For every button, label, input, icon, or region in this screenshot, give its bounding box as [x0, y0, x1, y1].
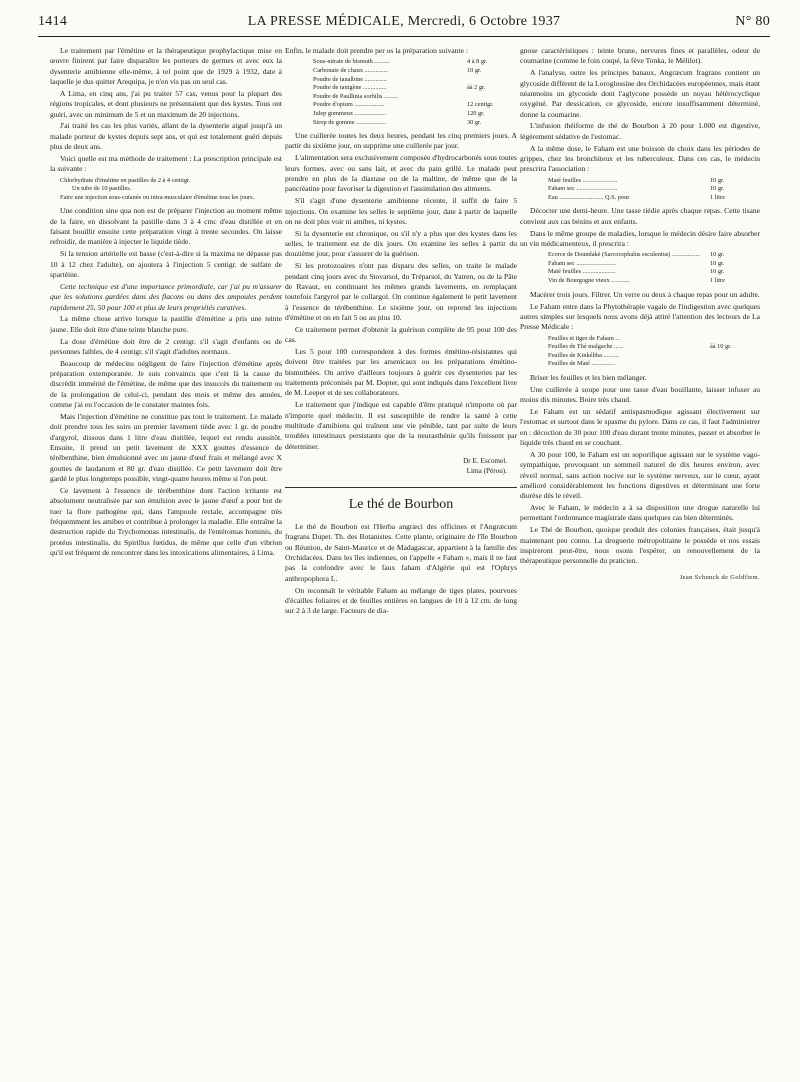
journal-title: LA PRESSE MÉDICALE, Mercredi, 6 Octobre 1937	[247, 14, 561, 29]
paragraph: Macérer trois jours. Filtrer. Un verre ou deux à chaque repas pour un adulte.	[530, 289, 760, 299]
signature	[285, 456, 507, 477]
prescription-line: Faire une injection sous-cutanée ou intra-musculaire d'émétine tous les jours.	[60, 193, 255, 201]
paragraph: Si la tension artérielle est basse (c'est-à-dire si la maxima ne dépasse pas 10 à 12 chez l'adulte), on ajoutera à l'injection 5 centigr. de sulfate de spartéine.	[50, 249, 282, 279]
rx-qty	[710, 360, 754, 369]
prescription-row	[548, 335, 754, 344]
prescription-row	[548, 343, 754, 352]
paragraph: A la même dose, le Faham est une boisson de choix dans les périodes de grippes, chez les bronchiteux et les tuberculeux. Dans ces cas, le médecin prescrira l'association :	[520, 143, 760, 174]
prescription-row	[548, 277, 754, 286]
paragraph: Mais l'injection d'émétine ne constitue pas tout le traitement. Le malade doit prendre tous les soirs un premier lavement tiède avec 1 gr. de poudre d'argyrol, dissous dans 1 litre d'eau distillée, lequel est rendu aussitôt. Ensuite, il prend un petit lavement de XXX gouttes d'essence de térébenthine, bien émulsionné avec un jaune d'œuf frais et mélangé avec X gouttes de laudanum et 80 gr. d'eau distillée. Ce petit lavement doit être gardé le plus longtemps possible, vingt-quatre heures même si l'on peut.	[50, 411, 282, 483]
signature-name: Dr E. Escomel.	[463, 456, 507, 465]
prescription-row	[313, 119, 511, 128]
paragraph: Le traitement que j'indique est capable d'être pratiqué n'importe où par n'importe quel médecin. Il est susceptible de rendre la santé à cette multitude d'amibiens qui traînent une vie pénible, tant par suite de leurs troubles intestinaux persistants que de la neurasthénie qu'ils finissent par déterminer.	[285, 400, 517, 451]
paragraph: J'ai traité les cas les plus variés, allant de la dysenterie aiguë jusqu'à un malade porteur de kystes depuis sept ans, et qui est totalement guéri depuis plus de deux ans.	[50, 121, 282, 152]
rx-item: Feuilles de Thé malgache ......	[548, 343, 624, 351]
rx-item: Julep gommeux ....................	[313, 109, 387, 117]
signature-place: Lima (Pérou).	[466, 467, 507, 476]
prescription-row	[548, 352, 754, 361]
rx-qty	[710, 335, 754, 344]
paragraph: Beaucoup de médecins négligent de faire l'injection d'émétine après préparation extemporanée. Je suis convaincu que c'est là la cause du discrédit immérité de l'émétine, de même que des insuccès du traitement ou de la prolongation de celui-ci, pendant des mois et même des années, comme j'ai eu l'occasion de le constater maintes fois.	[50, 358, 282, 410]
rx-qty: àà 2 gr.	[467, 84, 486, 92]
rx-qty	[467, 93, 511, 102]
rx-item: Faham sec .........................	[548, 259, 616, 267]
paragraph: A l'analyse, outre les principes banaux, Angræcum fragrans contient un glycoside différent de la Loroglossine des Orchidacées européennes, mais étant néanmoins un glycoside dont l'aglycone possède un noyau hétérocyclique oxygéné. Par dessication, ce glycoside, encore insuffisamment déterminé, donne la coumarine.	[520, 68, 760, 119]
rx-item: Carbonate de chaux ...............	[313, 66, 389, 74]
paragraph: Briser les feuilles et les bien mélanger.	[530, 372, 647, 382]
prescription-wine	[530, 251, 760, 285]
rx-item: Sirop de gomme ...................	[313, 118, 387, 126]
paragraph: Si la dysenterie est chronique, ou s'il n'y a plus que des kystes dans les selles, le traitement est de dix jours. On examine les selles à partir du douzième jour, pour s'assurer de la guérison.	[285, 228, 517, 259]
rx-qty: 1 litre	[710, 277, 725, 285]
prescription-tisane	[530, 177, 760, 203]
prescription-line: Un tube de 10 pastilles.	[72, 185, 132, 193]
paragraph: Enfin, le malade doit prendre per os la préparation suivante :	[285, 46, 468, 55]
paragraph: Cette technique est d'une importance primordiale, car j'ai pu m'assurer que les solutions gardées dans des flacons ou dans des ampoules perdent rapidement 25, 50 pour 100 et plus de leurs propriétés curatives.	[50, 281, 282, 312]
rx-qty: 10 gr.	[710, 176, 725, 184]
rx-qty: 10 gr.	[710, 185, 725, 193]
rx-item: Maté feuilles .....................	[548, 268, 616, 276]
paragraph: Décocter une demi-heure. Une tasse tiédie après chaque repas. Cette tisane convient aux cas bénins et aux enfants.	[520, 206, 760, 226]
prescription-row	[548, 185, 754, 194]
rx-item: Ecorce de Doundaké (Sarcocephalus esculentus) ..................	[548, 251, 701, 259]
prescription-row	[548, 194, 754, 203]
rx-item: Sous-nitrate de bismuth ..........	[313, 58, 391, 66]
paragraph: La dose d'émétine doit être de 2 centigr. s'il s'agit d'enfants ou de personnes faibles, de 4 centigr. s'il s'agit d'adultes normaux.	[50, 336, 282, 356]
rx-qty: 10 gr.	[710, 268, 725, 276]
rx-qty: 10 gr.	[467, 66, 482, 74]
page-header	[38, 8, 770, 37]
rx-qty	[710, 352, 754, 361]
paragraph: Le traitement par l'émétine et la thérapeutique prophylactique mise en œuvre finirent par faire disparaître les porteurs de germes et avec eux la dysenterie amibienne elle-même, à tel point que de 1929 à 1932, date à laquelle je dus quitter Arequipa, je n'en vis pas un seul cas.	[50, 46, 282, 87]
rx-item: Feuilles et tiges de Faham ...	[548, 334, 621, 342]
paragraph: Les 5 pour 100 correspondent à des formes émétino-résistantes qui doivent être traitées par les arsenicaux ou les préparations émétino-bismuthées. On arrive d'ailleurs toujours à guérir ces dysenteries par les traitements préconisés par M. Dopter, qui sont indiqués dans l'excellent livre de M. Leeper et de ses collaborateurs.	[285, 346, 517, 398]
rx-item: Maté feuilles ......................	[548, 176, 618, 184]
paragraph: L'alimentation sera exclusivement composée d'hydrocarbonés sous toutes leurs formes, avec ou sans lait, et avec du pain grillé. Le malade peut prendre en plus de la diastase ou de la maltine, de même que de la pancréatine pour favoriser la digestion et l'assimilation des aliments.	[285, 153, 517, 194]
prescription-row	[313, 101, 511, 110]
paragraph: A 30 pour 100, le Faham est un soporifique agissant sur le système vago-sympathique, provoquant un sommeil naturel de dix heures environ, avec réveil normal, sans action nocive sur le système nerveux, sur le cœur, ayant amélioré considérablement les fonctions digestives et déterminant une forte diurèse dès le réveil.	[520, 449, 760, 501]
prescription-row	[548, 177, 754, 186]
paragraph: gnose caractéristiques : teinte brune, nervures fines et parallèles, odeur de coumarine (comme le foin coupé, la fève Tonka, le Mélilot).	[520, 46, 760, 66]
rx-item: Poudre d'opium ...................	[313, 101, 385, 109]
prescription-bismuth	[295, 58, 517, 127]
paragraph: Voici quelle est ma méthode de traitement : La prescription principale est la suivante :	[50, 153, 282, 174]
prescription-row	[313, 76, 511, 85]
prescription-row	[313, 110, 511, 119]
prescription-row	[548, 251, 754, 260]
paragraph: La même chose arrive lorsque la pastille d'émétine a pris une teinte jaune. Elle doit être d'une teinte blanche pure.	[50, 314, 282, 334]
paragraph: L'infusion théiforme de thé de Bourbon à 20 pour 1.000 est digestive, légèrement sédative de l'estomac.	[520, 121, 760, 141]
rx-item: Feuilles de Kinkéliba ..........	[548, 351, 620, 359]
prescription-row	[313, 93, 511, 102]
paragraph: Le thé de Bourbon est l'Herba angræci des officines et l'Angræcum fragrans Dupet. Th. des Botanistes. Cette plante, originaire de l'île Bourbon ou Réunion, de Saint-Maurice et de Madagascar, appartient à la famille des Orchidacées. Dans les îles indiennes, on l'appelle « Faham », mais il ne faut pas la confondre avec le faux faham d'Algérie qui est l'Ophrys anthropophora L.	[285, 521, 517, 583]
paragraph: Le Faham entre dans la Phytothérapie vagale de l'indigestion avec quelques autres simples sur lesquels nous avons déjà attiré l'attention des lecteurs de La Presse Médicale :	[520, 301, 760, 332]
rx-qty: 12 centigr.	[467, 101, 494, 109]
rx-item: Vin de Bourgogne vieux ............	[548, 277, 631, 285]
paragraph: Ce traitement permet d'obtenir la guérison complète de 95 pour 100 des cas.	[285, 324, 517, 345]
rx-qty: 1 litre	[710, 193, 725, 201]
rx-qty: 10 gr.	[710, 259, 725, 267]
paragraph: Si les protozoaires n'ont pas disparu des selles, on traite le malade pendant cinq jours avec du Stovarsol, du Tréparsol, du Yatren, ou de la Pâte de Ravaut, en continuant les mêmes grands lavements, en remplaçant toutefois l'argyrol par le collargol. On continue également le petit lavement à l'essence de térébenthine. Le sixième jour, on reprend les injections d'émétine et on en fait 5 ou au plus 10.	[285, 261, 517, 322]
prescription-emetine	[60, 177, 282, 203]
section-divider	[285, 487, 517, 488]
prescription-row	[548, 260, 754, 269]
paragraph: Une cuillerée toutes les deux heures, pendant les cinq premiers jours. A partir du sixième jour, on supprime une cuillerée par jour.	[285, 131, 517, 151]
prescription-row	[313, 84, 511, 93]
paragraph: Dans le même groupe de maladies, lorsque le médecin désire faire absorber un vin médicamenteux, il prescrira :	[520, 228, 760, 248]
prescription-row	[548, 268, 754, 277]
rx-qty	[467, 76, 511, 85]
rx-item: Poudre de tanalbine ..............	[313, 75, 387, 83]
prescription-line: Chlorhydrate d'émétine en pastilles de 2 à 4 centigr.	[60, 176, 191, 184]
rx-qty: 4 à 8 gr.	[467, 58, 488, 66]
issue-number: N° 80	[735, 14, 770, 29]
prescription-row	[313, 58, 511, 67]
rx-qty: àà 10 gr.	[710, 343, 732, 351]
rx-item: Faham sec ..........................	[548, 185, 618, 193]
column-1	[50, 46, 282, 560]
page-number: 1414	[38, 14, 68, 29]
paragraph: Une condition sine qua non est de préparer l'injection au moment même de la faire, en dissolvant la pastille dans 3 à 4 cmc d'eau distillée et en faisant bouillir ensuite cette préparation vingt à trente secondes. On laisse refroidir, de manière à injecter le liquide tiède.	[50, 206, 282, 247]
prescription-infusion	[530, 335, 760, 369]
rx-qty: 30 gr.	[467, 118, 482, 126]
rx-qty: 10 gr.	[710, 251, 725, 259]
prescription-row	[548, 360, 754, 369]
rx-item: Poudre de Paullinia sorbilis .........	[313, 92, 399, 100]
paragraph: Ce lavement à l'essence de térébenthine dont l'action irritante est absolument neutralisée par son émulsion avec le jaune d'œuf a pour but de tuer la flore pathogène qui, dans l'ampoule rectale, accompagne très fréquemment les amibes et contribue à prolonger la maladie. Elle entraîne la destruction rapide du Trychomonas intestinalis, de l'entéromas hominis, du protéus intestinalis, du Spirillus fœtidus, de même que celle d'un vibrion qu'il est fréquent de rencontrer dans les intoxications alimentaires, à Lima.	[50, 485, 282, 557]
paragraph: Le Faham est un sédatif antispasmodique agissant électivement sur l'estomac et surtout dans le spasme du pylore. Dans ce cas, il faut l'administrer en : décoction de 30 pour 100 d'eau durant trente minutes, passer et absorber le liquide très chaud en se couchant.	[520, 406, 760, 447]
column-3	[520, 46, 760, 583]
paragraph: Le Thé de Bourbon, quoique produit des colonies françaises, était jusqu'à maintenant peu connu. La droguerie métropolitaine le possède et nos essais inspireront peut-être, nous osons l'espérer, un renouvellement de la thérapeutique personnelle du praticien.	[520, 525, 760, 566]
rx-item: Poudre de tanigène ...............	[313, 84, 387, 92]
prescription-row	[313, 67, 511, 76]
rx-qty: 120 gr.	[467, 109, 485, 117]
paragraph: Avec le Faham, le médecin a à sa disposition une drogue naturelle lui permettant l'ordonnance magistrale dans quelques cas bien déterminés.	[520, 503, 760, 523]
paragraph: S'il s'agit d'une dysenterie amibienne récente, il suffit de faire 5 injections. On examine les selles le septième jour, date à partir de laquelle on ne doit plus voir ni amibes, ni kystes.	[285, 196, 517, 226]
paragraph: On reconnaît le véritable Faham au mélange de tiges plates, pourvues d'écailles foliaires et de feuilles entières en langues de 10 à 12 cm. de long sur 2 à 3 de large. Facteurs de dia-	[285, 585, 517, 616]
paragraph: A Lima, en cinq ans, j'ai pu traiter 57 cas, venus pour la plupart des régions tropicales, et dont plusieurs ne présentaient que des kystes. Tous ont guéri, avec un minimum de 5 et un maximum de 20 injections.	[50, 88, 282, 119]
rx-item: Feuilles de Maté ...............	[548, 360, 616, 368]
column-2	[285, 46, 517, 618]
author-signature: Jean Schunck de Goldfiem.	[679, 573, 760, 581]
rx-item: Eau ............................ Q.S. pour	[548, 193, 630, 201]
article-title: Le thé de Bourbon	[348, 496, 454, 512]
paragraph: Une cuillerée à soupe pour une tasse d'eau bouillante, laisser infuser au moins dix minutes. Boire très chaud.	[520, 384, 760, 405]
